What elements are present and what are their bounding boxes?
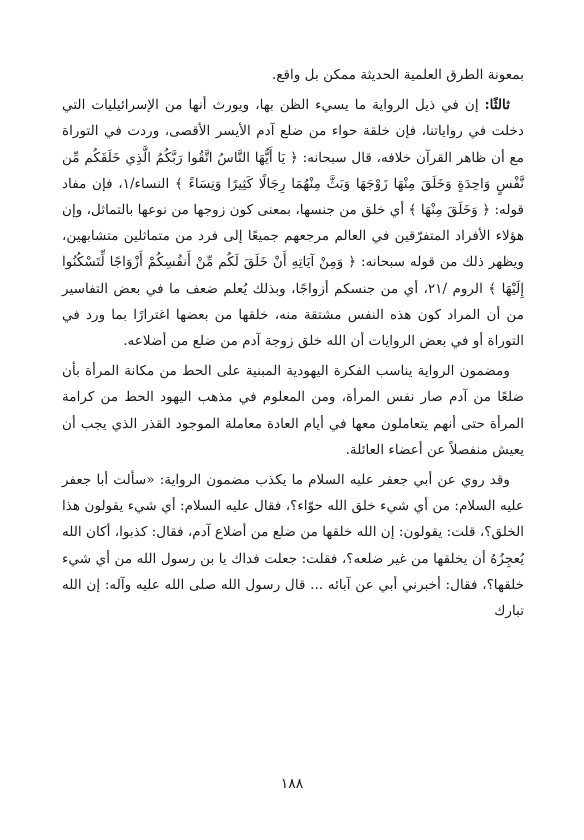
- paragraph-thirdly: [62, 92, 524, 354]
- paragraph-opening: [62, 62, 524, 88]
- paragraph-text: إن في ذيل الرواية ما يسيء الظن بها، ويورث أنها من الإسرائيليات التي دخلت في رواياتنا، فإن خلقة حواء من ضلع آدم الأيسر الأقصى، وردت في التوراة مع أن ظاهر القرآن خلافه، قال سبحانه: ﴿ يَا أَيُّهَا النَّاسُ اتَّقُوا رَبَّكُمُ الَّذِي خَلَقَكُم مِّن نَّفْسٍ وَاحِدَةٍ وَخَلَقَ مِنْهَا زَوْجَهَا وَبَثَّ مِنْهُمَا رِجَالًا كَثِيرًا وَنِسَاءً ﴾ النساء/١، فإن مفاد قوله: ﴿ وَخَلَقَ مِنْهَا ﴾ أي خلق من جنسها، بمعنى كون زوجها من نوعها بالتماثل، وإن هؤلاء الأفراد المتفرّقين في العالم مرجعهم جميعًا إلى فرد من متماثلين متشابهين، ويظهر ذلك من قوله سبحانه: ﴿ وَمِنْ آيَاتِهِ أَنْ خَلَقَ لَكُم مِّنْ أَنفُسِكُمْ أَزْوَاجًا لِّتَسْكُنُوا إِلَيْهَا ﴾ الروم /٢١، أي من جنسكم أزواجًا، وبذلك يُعلم ضعف ما في بعض التفاسير من أن المراد كون هذه النفس مشتقة منه، خلقها من بعضها اغترارًا بما ورد في التوراة أو في بعض الروايات أن الله خلق زوجة آدم من ضلع من أضلاعه.: [62, 97, 525, 350]
- paragraph-text: وقد روي عن أبي جعفر عليه السلام ما يكذب مضمون الرواية: «سألت أبا جعفر عليه السلام: من أي شيء خلق الله حوّاء؟، فقال عليه السلام: أي شيء يقولون هذا الخلق؟، قلت: يقولون: إن الله خلقها من ضلع من أضلاع آدم، فقال: كذبوا، أكان الله يُعجِزُهُ أن يخلقها من غير ضلعه؟، فقلت: جعلت فداك يا بن رسول الله من أي شيء خلقها؟، فقال: أخبرني أبي عن آبائه ... قال رسول الله صلى الله عليه وآله: إن الله تبارك: [62, 472, 524, 620]
- page-number: ١٨٨: [280, 776, 304, 792]
- paragraph-text: ومضمون الرواية يناسب الفكرة اليهودية المبنية على الحط من مكانة المرأة بأن ضلعًا من آدم صار نفس المرأة، ومن المعلوم في مذهب اليهود الحط من كرامة المرأة حتى أنهم يتعاملون معها في أيام العادة معاملة الموجود القذر الذي يجب أن يعيش منفصلاً عن أعضاء العائلة.: [62, 363, 524, 458]
- paragraph-jewish-idea: [62, 358, 524, 463]
- paragraph-text: بمعونة الطرق العلمية الحديثة ممكن بل واقع.: [271, 67, 524, 83]
- section-lead: ثالثًا:: [484, 97, 510, 114]
- paragraph-narration: [62, 467, 524, 624]
- page-body: [62, 62, 524, 624]
